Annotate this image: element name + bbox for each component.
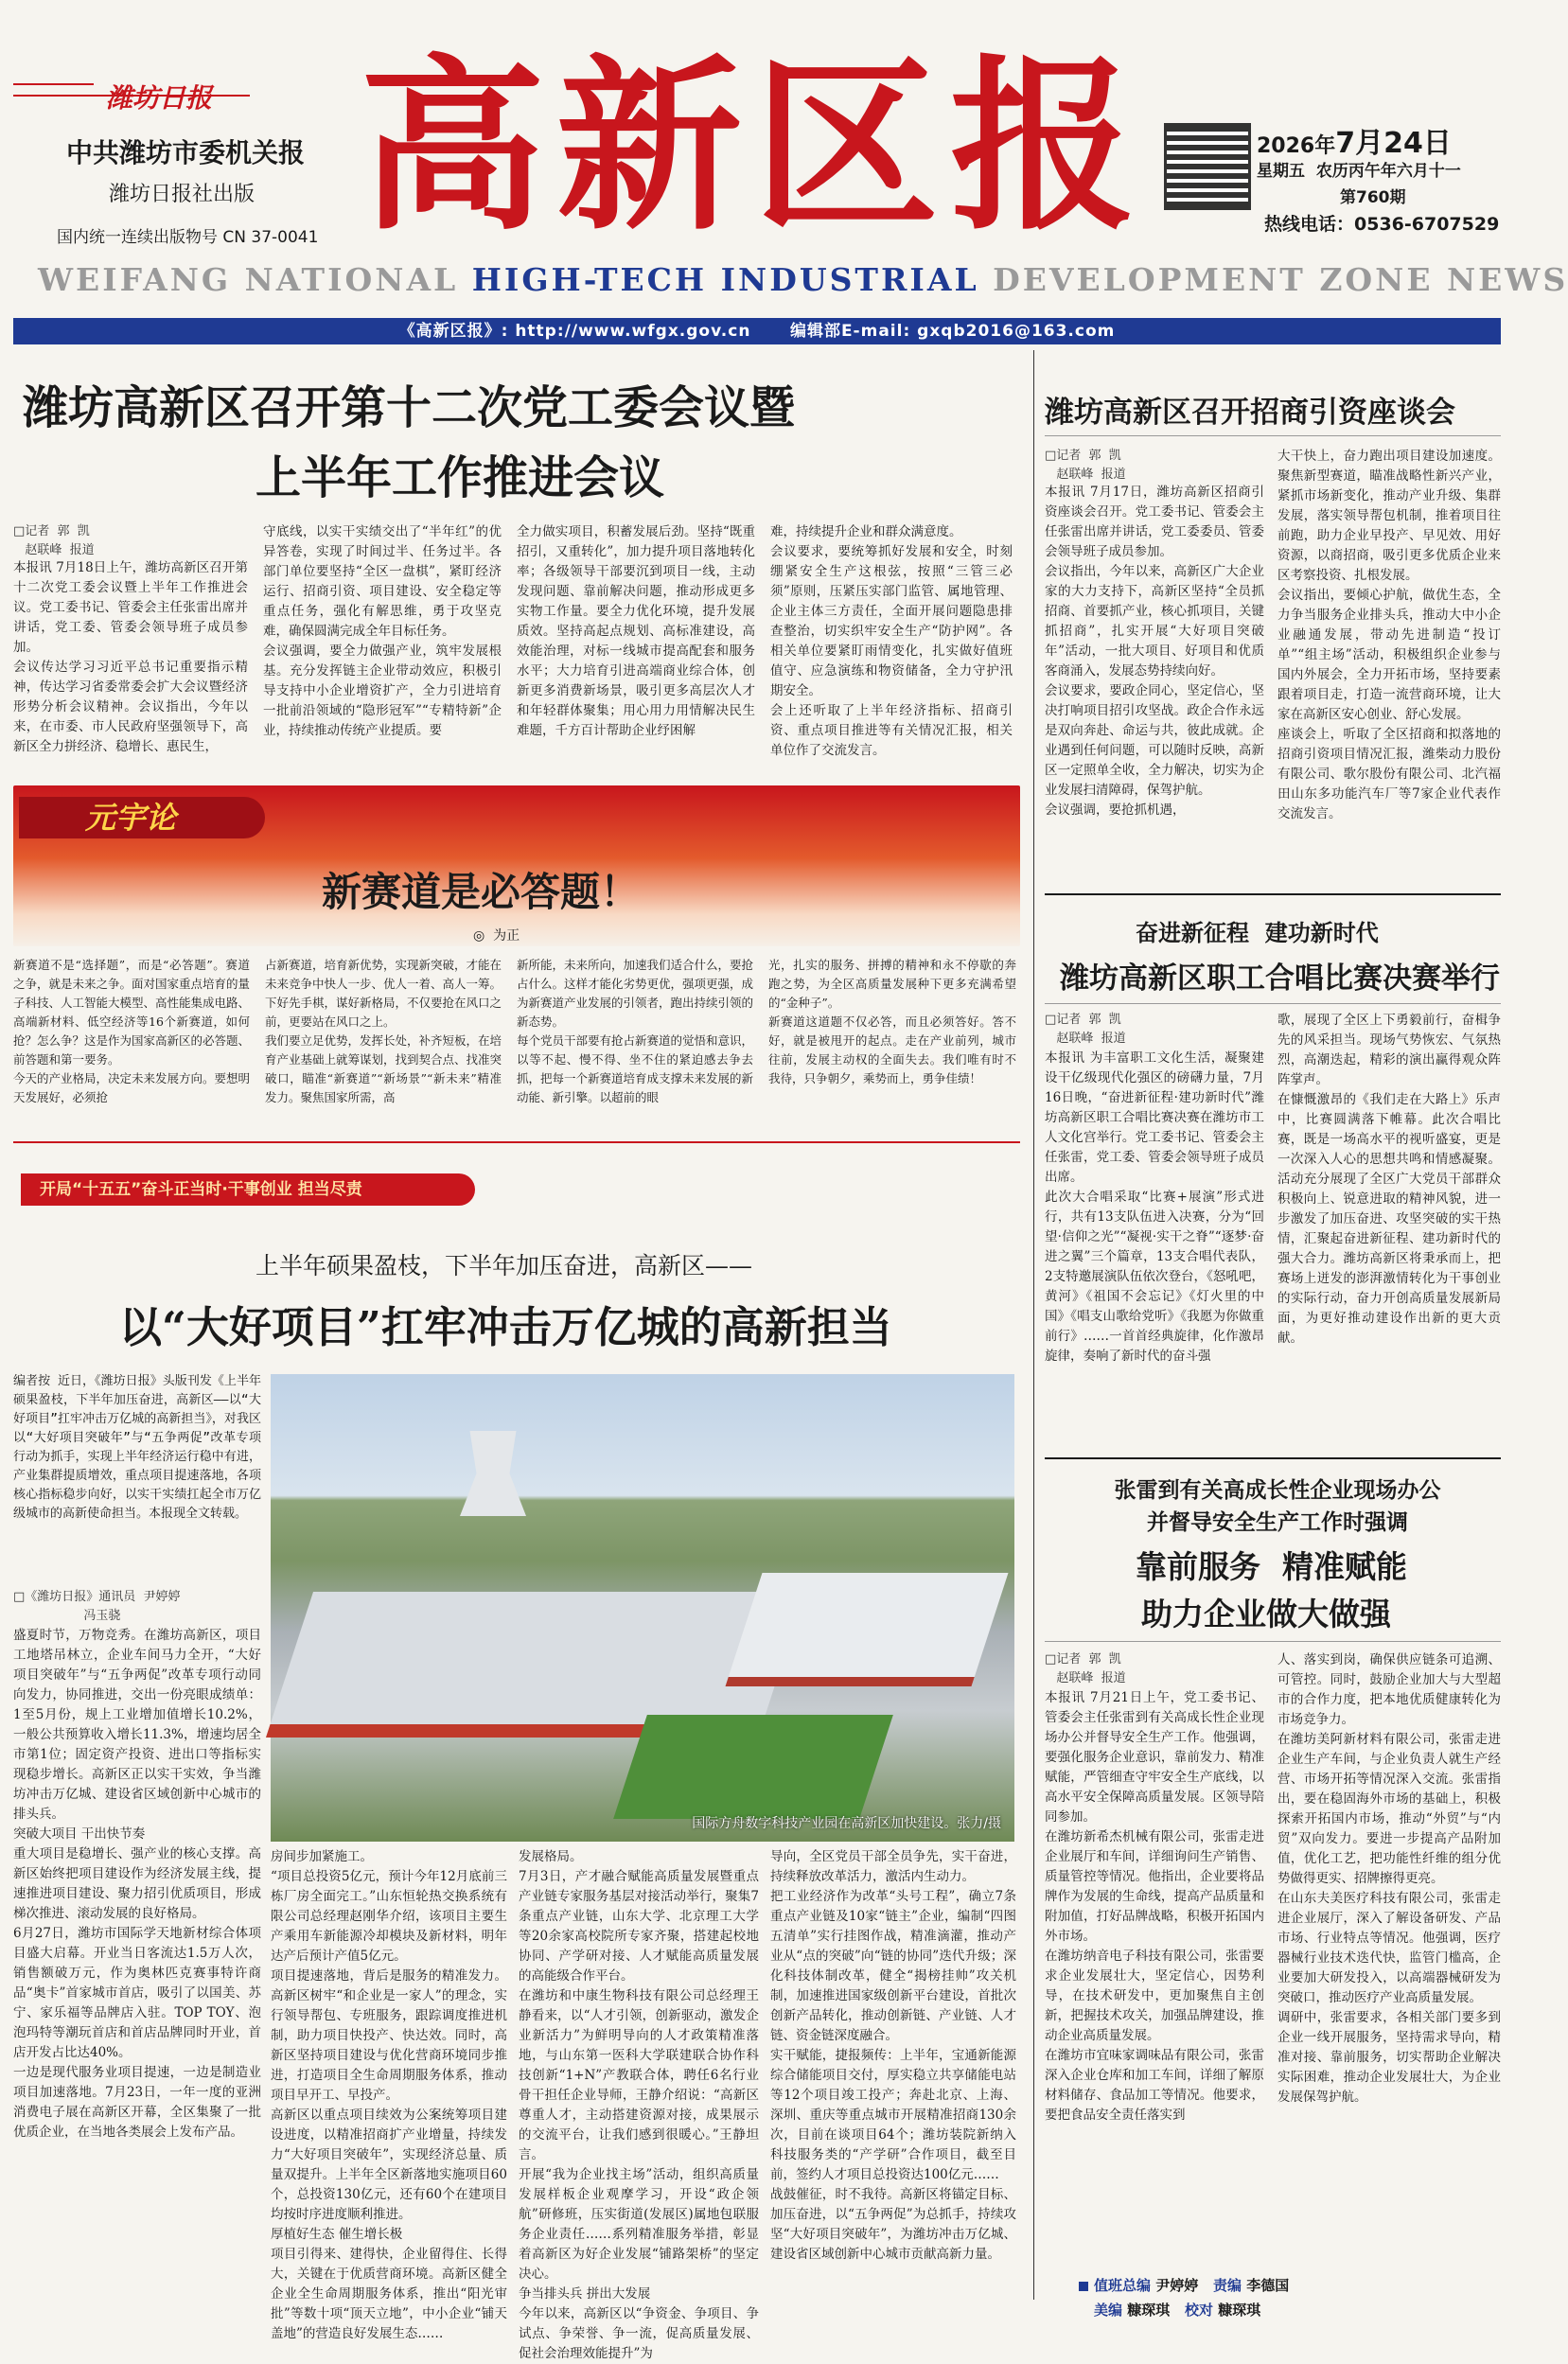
lead-col-3: 全力做实项目，积蓄发展后劲。坚持“既重招引，又重转化”，加力提升项目落地转化率；各级领导干部要沉到项目一线，主动发现问题、靠前解决问题，推动形成更多实物工作量。要全力优化环境，提升发展质效。坚持高起点规划、高标准建设，高效能治理，对标一线城市提高配套和服务水平；大力培育引进高端商业综合体，创新更多消费新场景，吸引更多高层次人才和年轻群体聚集；用心用力用情解决民生难题，千方百计帮助企业纾困解 <box>517 524 755 738</box>
photo-caption: 国际方舟数字科技产业园在高新区加快建设。张力/摄 <box>692 1816 1001 1831</box>
side3-col-2: 人、落实到岗，确保供应链条可追溯、可管控。同时，鼓励企业加大与大型超市的合作力度，把本地优质健康转化为市场竞争力。 在潍坊美阿新材料有限公司，张雷走进企业生产车间，与企业负责人就生产经营、市场开拓等情况深入交流。张雷指出，要在稳固海外市场的基础上，积极探索开拓国内市场，推动“外贸”与“内贸”双向发力。要进一步提高产品附加值，优化工艺，把功能性纤维的组分优势做得更实、招牌擦得更亮。 在山东夫美医疗科技有限公司，张雷走进企业展厅，深入了解设备研发、产品市场、行业特点等情况。他强调，医疗器械行业技术迭代快，监管门槛高，企业要加大研发投入，以高端器械研发为突破口，推动医疗产业高质量发展。 调研中，张雷要求，各相关部门要多到企业一线开展服务，坚持需求导向，精准对接、靠前服务，切实帮助企业解决实际困难，推动企业发展壮大，为企业发展保驾护航。 <box>1277 1652 1501 2105</box>
duty-label: 责编 <box>1212 2277 1242 2294</box>
weekday: 星期五 <box>1257 162 1305 181</box>
editor-note: 编者按 近日，《潍坊日报》头版刊发《上半年硕果盈枝，下半年加压奋进，高新区——以“大好项目”扛牢冲击万亿城的高新担当》，对我区以“大好项目突破年”与“五争两促”改革专项行动为抓手，实现上半年经济运行稳中有进，产业集群提质增效，重点项目提速落地，各项核心指标稳步向好，以实干实绩扛起全市万亿级城市的高新使命担当。本报现全文转载。 <box>13 1374 261 1521</box>
commentary-author-name: 为正 <box>493 928 520 944</box>
lead-headline-1: 潍坊高新区召开第十二次党工委会议暨 <box>23 381 796 434</box>
editor-name: 尹婷婷 <box>1155 2277 1199 2294</box>
side1-rule <box>1045 435 1501 436</box>
publisher-label: 潍坊日报社出版 <box>109 183 255 206</box>
side2-kicker: 奋进新征程 建功新时代 <box>1136 919 1379 946</box>
feature-col-4: 导向，全区党员干部全员争先，实干奋进，持续释放改革活力，激活内生动力。 把工业经济作为改革“头号工程”，确立7条重点产业链及10家“链主”企业，编制“四图五清单”实行挂图作战，精准滴灌，推动产业从“点的突破”向“链的协同”迭代升级；深化科技体制改革，健全“揭榜挂帅”攻关机制，加速推进国家级创新平台建设，首批次创新产品转化，推动创新链、产业链、人才链、资金链深度融合。 实干赋能，捷报频传：上半年，宝通新能源综合储能项目交付，厚实稳立共享储能电站等12个项目竣工投产；奔赴北京、上海、深圳、重庆等重点城市开展精准招商130余次，目前在谈项目64个；潍坊装院新纳入科技服务类的“产学研”合作项目，截至目前，签约人才项目总投资达100亿元…… 战鼓催征，时不我待。高新区将锚定目标、加压奋进，以“五争两促”为总抓手，持续攻坚“大好项目突破年”，为潍坊冲击万亿城、建设省区域创新中心城市贡献高新力量。 <box>770 1849 1016 2262</box>
photo-cooling-tower <box>460 1431 526 1516</box>
english-title-part1: WEIFANG NATIONAL <box>38 261 472 298</box>
side1-col-2: 大干快上，奋力跑出项目建设加速度。聚焦新型赛道，瞄准战略性新兴产业，紧抓市场新变化，推动产业升级、集群发展，落实领导帮包机制，推着项目往前跑，助力企业早投产、早见效、用好资源，以商招商，吸引更多优质企业来区考察投资、扎根发展。 会议指出，要倾心护航，做优生态，全力争当服务企业排头兵，推动大中小企业融通发展，带动先进制造“投订单”“组主场”活动，积极组织企业参与国内外展会，全力开拓市场，坚持要素跟着项目走，打造一流营商环境，让大家在高新区安心创业、舒心发展。 座谈会上，听取了全区招商和拟落地的招商引资项目情况汇报，潍柴动力股份有限公司、歌尔股份有限公司、北汽福田山东多功能汽车厂等7家企业代表作交流发言。 <box>1277 449 1501 821</box>
side1-headline: 潍坊高新区召开招商引资座谈会 <box>1045 396 1455 430</box>
feature-photo <box>271 1374 1014 1842</box>
proof-name: 糠琛琪 <box>1218 2302 1261 2319</box>
side2-headline: 潍坊高新区职工合唱比赛决赛举行 <box>1060 961 1500 996</box>
commentary-col-4: 光，扎实的服务、拼搏的精神和永不停歇的奔跑之势，为全区高质量发展种下更多充满希望的“金种子”。 新赛道这道题不仅必答，而且必须答好。答不好，就是被甩开的起点。走在产业前列，城市往前，发展主动权的全面失去。我们唯有时不我待，只争朝夕，乘势而上，勇争佳绩！ <box>768 958 1016 1085</box>
lead-headline-2: 上半年工作推进会议 <box>255 451 665 504</box>
photo-factory-roof-2 <box>726 1573 1009 1686</box>
section-bar: 开局“十五五”奋斗正当时·干事创业 担当尽责 <box>21 1173 475 1206</box>
side3-rule <box>1045 1641 1501 1642</box>
side2-col-2: 歌，展现了全区上下勇毅前行，奋楫争先的风采担当。现场气势恢宏、气氛热烈，高潮迭起，精彩的演出赢得观众阵阵掌声。 在慷慨激昂的《我们走在大路上》乐声中，比赛圆满落下帷幕。此次合唱比赛，既是一场高水平的视听盛宴，更是一次深入人心的思想共鸣和情感凝聚。活动充分展现了全区广大党员干部群众积极向上、锐意进取的精神风貌，进一步激发了加压奋进、攻坚突破的实干热情，汇聚起奋进新征程、建功新时代的强大合力。潍坊高新区将秉承而上，把赛场上迸发的澎湃激情转化为干事创业的实际行动，奋力开创高质量发展新局面，为更好推动建设作出新的更大贡献。 <box>1277 1013 1501 1346</box>
commentary-col-2: 占新赛道，培育新优势，实现新突破，才能在未来竞争中快人一步、优人一着、高人一筹。下好先手棋，谋好新格局，不仅要抢在风口之前，更要站在风口之上。 我们要立足优势，发挥长处，补齐短板，在培育产业基础上就筹谋划，找到契合点、找准突破口，瞄准“新赛道”“新场景”“新未来”精准发力。聚焦国家所需，高 <box>265 958 502 1104</box>
lead-col-4: 难，持续提升企业和群众满意度。 会议要求，要统筹抓好发展和安全，时刻绷紧安全生产这根弦，按照“三管三必须”原则，压紧压实部门监管、属地管理、企业主体三方责任，全面开展问题隐患排查整治，切实织牢安全生产“防护网”。各相关单位要紧盯雨情变化，扎实做好值班值守、应急演练和物资储备，全力守护汛期安全。 会上还听取了上半年经济指标、招商引资、重点项目推进等有关情况汇报，相关单位作了交流发言。 <box>770 524 1013 758</box>
commentary-label-text: 元宇论 <box>85 800 177 836</box>
side1-byline: □记者 郭 凯 赵联峰 报道 <box>1045 449 1126 482</box>
date-year: 2026年 <box>1257 134 1336 158</box>
side3-byline: □记者 郭 凯 赵联峰 报道 <box>1045 1652 1126 1685</box>
qr-code <box>1164 123 1251 210</box>
commentary-col-1: 新赛道不是“选择题”，而是“必答题”。赛道之争，就是未来之争。面对国家重点培育的量子科技、人工智能大模型、高性能集成电路、高端新材料、低空经济等16个新赛道，如何抢？怎么争？这是作为国家高新区的必答题、前答题和第一要务。 今天的产业格局，决定未来发展方向。要想明天发展好，必须抢 <box>13 958 251 1104</box>
side1-col-1: 本报讯 7月17日，潍坊高新区招商引资座谈会召开。党工委书记、管委会主任张雷出席并讲话，党工委委员、管委会领导班子成员参加。 会议指出，今年以来，高新区广大企业家的大力支持下，高新区坚持“全员抓招商、首要抓产业，核心抓项目，关键抓招商”，扎实开展“大好项目突破年”活动，一批大项目、好项目和优质客商涌入，发展态势持续向好。 会议要求，要政企同心，坚定信心，坚决打响项目招引攻坚战。政企合作永远是双向奔赴、命运与共，彼此成就。企业遇到任何问题，可以随时反映，高新区一定照单全收，全力解决，切实为企业发展扫清障碍，保驾护航。 会议强调，要抢抓机遇， <box>1045 485 1264 818</box>
art-label: 美编 <box>1094 2302 1123 2319</box>
feature-col-2: 房间步加紧施工。 “项目总投资5亿元，预计今年12月底前三栋厂房全面完工。”山东恒轮热交换系统有限公司总经理赵刚华介绍，该项目主要生产乘用车新能源冷却模块及新材料，明年达产后预计产值5亿元。 项目提速落地，背后是服务的精准发力。高新区树牢“和企业是一家人”的理念，实行领导帮包、专班服务，跟踪调度推进机制，助力项目快投产、快达效。同时，高新区坚持项目建设与优化营商环境同步推进，打造项目全生命周期服务体系，推动项目早开工、早投产。 高新区以重点项目续效为公案统筹项目建设进度，以精准招商扩产业增量，持续发力“大好项目突破年”，实现经济总量、质量双提升。上半年全区新落地实施项目60个，总投资130亿元，还有60个在建项目均按时序进度顺利推进。 厚植好生态 催生增长极 项目引得来、建得快，企业留得住、长得大，关键在于优质营商环境。高新区健全企业全生命周期服务体系，推出“阳光审批”等数十项“顶天立地”，中小企业“铺天盖地”的营造良好发展生态…… <box>271 1849 507 2341</box>
side3-kicker: 张雷到有关高成长性企业现场办公 并督导安全生产工作时强调 <box>1114 1477 1441 1535</box>
commentary-author <box>473 926 520 944</box>
lead-byline: □记者 郭 凯 赵联峰 报道 <box>13 524 95 557</box>
photo-green-field <box>613 1715 893 1819</box>
commentary-col-3: 新所能，未来所向，加速我们适合什么，要抢占什么。这样才能化劣势更优，强项更强，成为新赛道产业发展的引领者，跑出持续引领的新态势。 每个党员干部要有抢占新赛道的觉悟和意识，以等不起、慢不得、坐不住的紧迫感去争去抓，把每一个新赛道培育成支撑未来发展的新动能、新引擎。以超前的眼 <box>517 958 754 1104</box>
masthead <box>0 0 1568 341</box>
feature-headline: 以“大好项目”扛牢冲击万亿城的高新担当 <box>119 1302 892 1352</box>
side3-headline-2: 助力企业做大做强 <box>1141 1596 1391 1632</box>
side2-bottom-rule <box>1045 1457 1501 1459</box>
commentary-bottom-rule <box>13 1141 1020 1143</box>
organ-label: 中共潍坊市委机关报 <box>66 137 306 168</box>
editor-label: 值班总编 <box>1094 2277 1152 2294</box>
lead-col-2: 守底线，以实干实绩交出了“半年红”的优异答卷，实现了时间过半、任务过半。各部门单位要坚持“全区一盘棋”，紧盯经济运行、招商引资、项目建设、安全稳定等重点任务，强化有解思维，勇于攻坚克难，确保圆满完成全年目标任务。 会议强调，要全力做强产业，筑牢发展根基。充分发挥链主企业带动效应，积极引导支持中小企业增资扩产，全力引进培育一批前沿领域的“隐形冠军”“专精特新”企业，持续推动传统产业提质。要 <box>263 524 502 738</box>
commentary-headline: 新赛道是必答题！ <box>322 869 641 915</box>
side3-headline-1: 靠前服务 精准赋能 <box>1136 1548 1407 1585</box>
cn-number: 国内统一连续出版物号 CN 37-0041 <box>57 228 319 247</box>
square-bullet-icon <box>1079 2282 1088 2291</box>
side2-byline: □记者 郭 凯 赵联峰 报道 <box>1045 1013 1126 1046</box>
staff-box <box>1079 2273 1501 2330</box>
art-name: 糠琛琪 <box>1127 2302 1171 2319</box>
proof-label: 校对 <box>1184 2302 1213 2319</box>
feature-left-col: 盛夏时节，万物竞秀。在潍坊高新区，项目工地塔吊林立，企业车间马力全开，“大好项目突破年”与“五争两促”改革专项行动同向发力，协同推进，交出一份亮眼成绩单：1至5月份，规上工业增加值增长10.2%，一般公共预算收入增长11.3%，增速均居全市第1位；固定资产投资、进出口等指标实现稳步增长。高新区正以实干实效，争当潍坊冲击万亿城、建设省区域创新中心城市的排头兵。 突破大项目 干出快节奏 重大项目是稳增长、强产业的核心支撑。高新区始终把项目建设作为经济发展主线，提速推进项目建设、聚力招引优质项目，形成梯次推进、滚动发展的良好格局。 6月27日，潍坊市国际学天地新材综合体项目盛大启幕。开业当日客流达1.5万人次，销售额破万元，作为奥林匹克赛事特许商品“奥卡”首家城市首店，吸引了以国美、苏宁、家乐福等品牌店入驻。TOP TOY、泡泡玛特等潮玩首店和首店品牌同时开业，首店开发占比达40%。 一边是现代服务业项目提速，一边是制造业项目加速落地。7月23日，一年一度的亚洲消费电子展在高新区开幕，全区集聚了一批优质企业，在当地各类展会上发布产品。 <box>13 1628 261 2140</box>
author-mark-icon: ◎ <box>473 928 494 944</box>
feature-kicker: 上半年硕果盈枝，下半年加压奋进，高新区—— <box>255 1252 753 1279</box>
english-title-part2: HIGH-TECH INDUSTRIAL <box>471 261 979 298</box>
side2-col-1: 本报讯 为丰富职工文化生活，凝聚建设干亿级现代化强区的磅礴力量，7月16日晚，“奋进新征程·建功新时代”潍坊高新区职工合唱比赛决赛在潍坊市工人文化宫举行。党工委书记、管委会主任张雷，党工委、管委会领导班子成员出席。 此次大合唱采取“比赛+展演”形式进行，共有13支队伍进入决赛，分为“回望·信仰之光”“凝视·实干之脊”“逐梦·奋进之翼”三个篇章，13支合唱代表队，2支特邀展演队伍依次登台，《怒吼吧，黄河》《祖国不会忘记》《灯火里的中国》《唱支山歌给党听》《我愿为你做重前行》……一首首经典旋律，化作激昂旋律，奏响了新时代的奋斗强 <box>1045 1050 1264 1364</box>
duty-name: 李德国 <box>1246 2277 1290 2294</box>
date-monthday: 7月24日 <box>1335 127 1452 160</box>
feature-byline: □《潍坊日报》通讯员 尹婷婷 冯玉骁 <box>13 1590 181 1623</box>
english-title <box>38 261 1568 298</box>
newspaper-title: 高新区报 <box>360 38 1148 256</box>
hotline: 热线电话：0536-6707529 <box>1264 214 1500 235</box>
side1-bottom-rule <box>1045 893 1501 895</box>
brand-logo: 潍坊日报 <box>106 82 213 114</box>
column-divider <box>1033 350 1034 2300</box>
side2-rule <box>1045 1003 1501 1004</box>
lunar-date: 农历丙午年六月十一 <box>1315 162 1461 181</box>
issue-number: 第760期 <box>1340 188 1406 207</box>
feature-col-3: 发展格局。 7月3日，产才融合赋能高质量发展暨重点产业链专家服务基层对接活动举行，聚集7条重点产业链，山东大学、北京理工大学等20余家高校院所专家齐聚，搭建起校地协同、产学研对接、人才赋能高质量发展的高能级合作平台。 在潍坊和中康生物科技有限公司总经理王静看来，以“人才引领，创新驱动，激发企业新活力”为鲜明导向的人才政策精准落地，与山东第一医科大学联建联合协作科技创新“1+N”产教联合体，聘任6名行业骨干担任企业导师，王静介绍说：“高新区尊重人才，主动搭建资源对接，成果展示的交流平台，让我们感到很暖心。”王静坦言。 开展“我为企业找主场”活动，组织高质量发展样板企业观摩学习，开设“政企领航”研修班，压实街道(发展区)属地包联服务企业责任……系列精准服务举措，彰显着高新区为好企业发展“铺路架桥”的坚定决心。 争当排头兵 拼出大发展 今年以来，高新区以“争资金、争项目、争试点、争荣誉、争一流，促高质量发展、促社会治理效能提升”为 <box>519 1849 759 2361</box>
english-title-part3: DEVELOPMENT ZONE NEWS <box>978 261 1568 298</box>
side3-col-1: 本报讯 7月21日上午，党工委书记、管委会主任张雷到有关高成长性企业现场办公并督导安全生产工作。他强调，要强化服务企业意识，靠前发力、精准赋能，严管细查守牢安全生产底线，以高水平安全保障高质量发展。区领导陪同参加。 在潍坊新希杰机械有限公司，张雷走进企业展厅和车间，详细询问生产销售、质量管控等情况。他指出，企业要将品牌作为发展的生命线，提高产品质量和附加值，打好品牌战略，积极开拓国内外市场。 在潍坊纳音电子科技有限公司，张雷要求企业发展壮大，坚定信心，因势利导，在技术研发中，更加聚焦自主创新，把握技术攻关，加强品牌建设，推动企业高质量发展。 在潍坊市宜味家调味品有限公司，张雷深入企业仓库和加工车间，详细了解原材料储存、食品加工等情况。他要求，要把食品安全责任落实到 <box>1045 1690 1264 2123</box>
lead-col-1: 本报讯 7月18日上午，潍坊高新区召开第十二次党工委会议暨上半年工作推进会议。党工委书记、管委会主任张雷出席并讲话，党工委、管委会领导班子成员参加。 会议传达学习习近平总书记重要指示精神，传达学习省委常委会扩大会议暨经济形势分析会议精神。会议指出，今年以来，在市委、市人民政府坚强领导下，高新区全力拼经济、稳增长、惠民生， <box>13 560 248 754</box>
url-bar: 《高新区报》: http://www.wfgx.gov.cn 编辑部E-mail: gxqb2016@163.com <box>13 318 1501 344</box>
